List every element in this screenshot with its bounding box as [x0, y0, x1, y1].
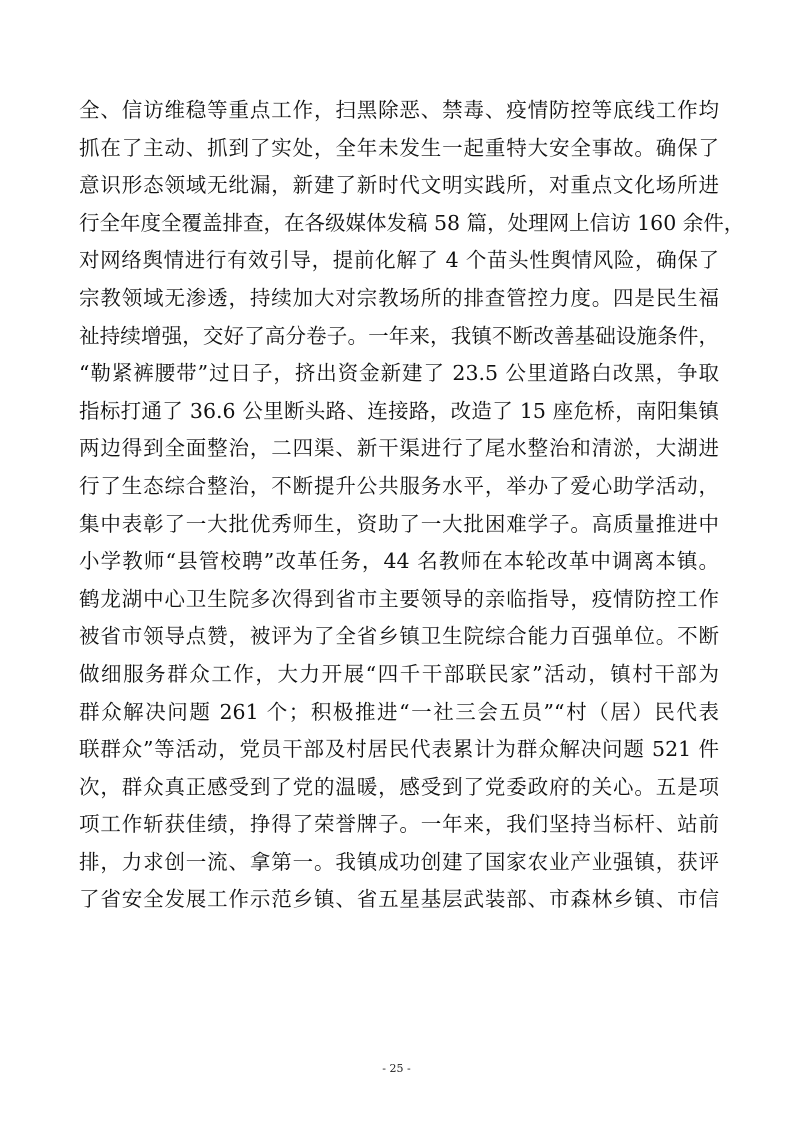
text-line: 项工作斩获佳绩，挣得了荣誉牌子。一年来，我们坚持当标杆、站前 — [79, 812, 719, 837]
text-line: 小学教师“县管校聘”改革任务，44 名教师在本轮改革中调离本镇。 — [79, 549, 719, 574]
text-line: 了省安全发展工作示范乡镇、省五星基层武装部、市森林乡镇、市信 — [79, 887, 719, 912]
text-line: 群众解决问题 261 个；积极推进“一社三会五员”“村（居）民代表 — [79, 699, 719, 724]
text-line: 鹤龙湖中心卫生院多次得到省市主要领导的亲临指导，疫情防控工作 — [79, 586, 719, 611]
text-line: 全、信访维稳等重点工作，扫黑除恶、禁毒、疫情防控等底线工作均 — [79, 98, 719, 122]
text-line: 排，力求创一流、拿第一。我镇成功创建了国家农业产业强镇，获评 — [79, 849, 719, 874]
text-line: 行全年度全覆盖排查，在各级媒体发稿 58 篇，处理网上信访 160 余件， — [79, 210, 745, 235]
body-paragraph — [79, 92, 745, 919]
text-line: 被省市领导点赞，被评为了全省乡镇卫生院综合能力百强单位。不断 — [79, 624, 719, 649]
text-line: “勒紧裤腰带”过日子，挤出资金新建了 23.5 公里道路白改黑，争取 — [79, 361, 719, 386]
text-line: 行了生态综合整治，不断提升公共服务水平，举办了爱心助学活动， — [79, 473, 719, 498]
text-line: 联群众”等活动，党员干部及村居民代表累计为群众解决问题 521 件 — [79, 737, 719, 762]
text-line: 祉持续增强，交好了高分卷子。一年来，我镇不断改善基础设施条件， — [79, 323, 719, 348]
text-line: 集中表彰了一大批优秀师生，资助了一大批困难学子。高质量推进中 — [79, 511, 719, 536]
page-number: - 25 - — [382, 1062, 411, 1075]
text-line: 做细服务群众工作，大力开展“四千干部联民家”活动，镇村干部为 — [79, 661, 719, 686]
text-line: 指标打通了 36.6 公里断头路、连接路，改造了 15 座危桥，南阳集镇 — [79, 398, 719, 423]
text-line: 宗教领域无渗透，持续加大对宗教场所的排查管控力度。四是民生福 — [79, 285, 719, 310]
text-line: 次，群众真正感受到了党的温暖，感受到了党委政府的关心。五是项 — [79, 774, 719, 799]
text-line: 两边得到全面整治，二四渠、新干渠进行了尾水整治和清淤，大湖进 — [79, 436, 719, 461]
text-line: 对网络舆情进行有效引导，提前化解了 4 个苗头性舆情风险，确保了 — [79, 248, 719, 273]
text-line: 抓在了主动、抓到了实处，全年未发生一起重特大安全事故。确保了 — [79, 135, 719, 160]
text-line: 意识形态领域无纰漏，新建了新时代文明实践所，对重点文化场所进 — [79, 173, 719, 198]
